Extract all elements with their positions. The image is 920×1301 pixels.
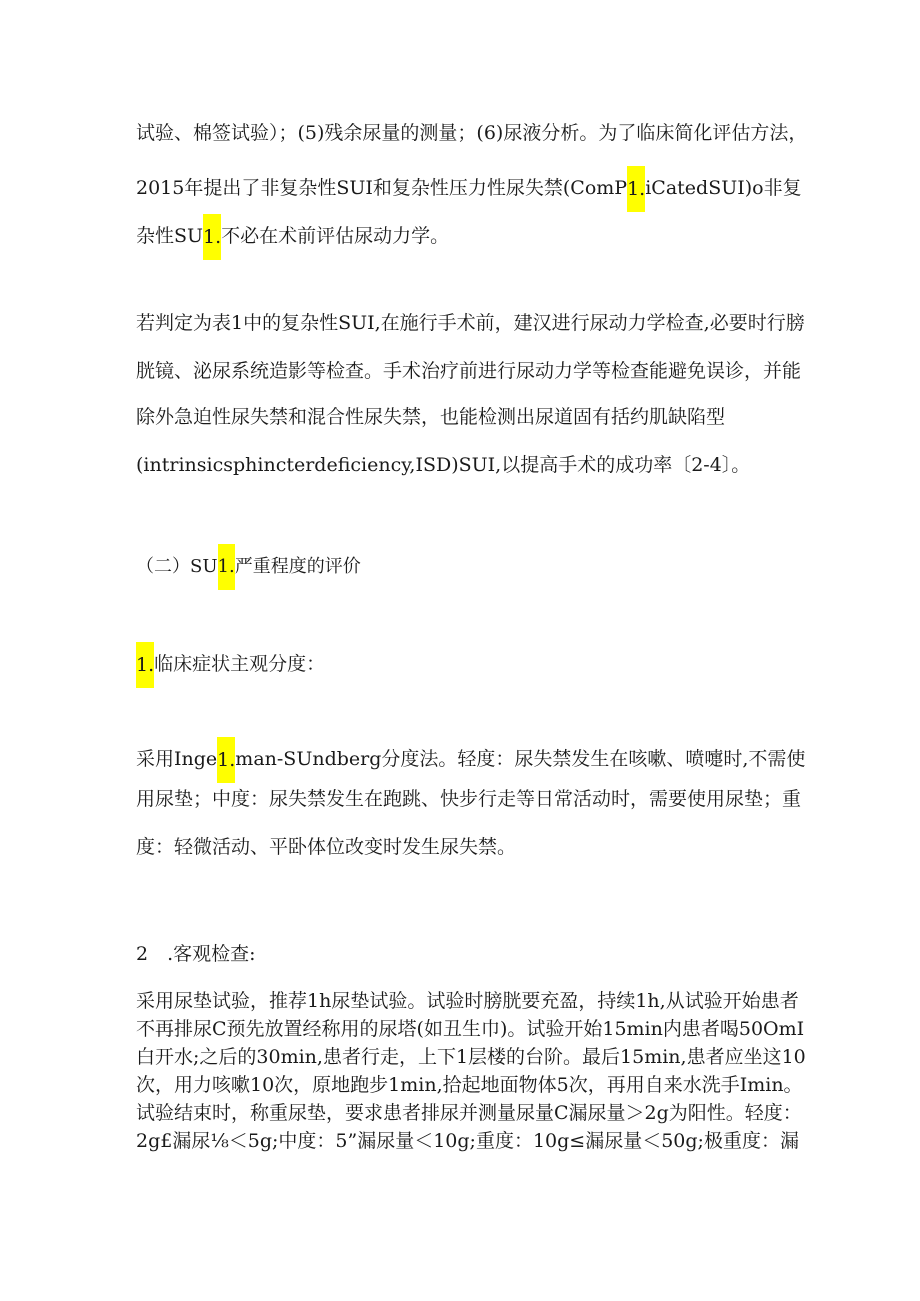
p4-line-1: 采用尿垫试验，推荐1h尿垫试验。试验时膀胱要充盈，持续1h,从试验开始患者: [136, 990, 799, 1012]
subheading-1: [136, 642, 326, 676]
p4-line-5: 试验结束时，称重尿垫，要求患者排尿并测量尿量C漏尿量＞2g为阳性。轻度：: [136, 1102, 802, 1124]
highlight: 1.: [218, 544, 235, 590]
p3-line-1: [136, 737, 806, 771]
text: 临床症状主观分度：: [154, 653, 326, 675]
p4-line-4: 次，用力咳嗽10次，原地跑步1min,拾起地面物体5次，再用自来水洗手Imin。: [136, 1074, 803, 1096]
p2-line-3: 除外急迫性尿失禁和混合性尿失禁，也能检测出尿道固有括约肌缺陷型: [136, 406, 726, 428]
highlight: 1.: [627, 166, 645, 212]
highlight: 1.: [217, 737, 235, 783]
text: 杂性SU: [136, 225, 204, 247]
p4-line-3: 白开水;之后的30min,患者行走，上下1层楼的台阶。最后15min,患者应坐这10: [136, 1046, 806, 1068]
text: man-SUndberg分度法。轻度：尿失禁发生在咳嗽、喷嚏时,不需使: [235, 748, 806, 770]
text: 采用Inge: [136, 748, 218, 770]
p1-line-2: [136, 166, 802, 200]
text: 2015年提出了非复杂性SUI和复杂性压力性尿失禁(ComP: [136, 177, 628, 199]
p3-line-2: 用尿垫；中度：尿失禁发生在跑跳、快步行走等日常活动时，需要使用尿垫；重: [136, 788, 802, 810]
p4-line-2: 不再排尿C预先放置经称用的尿塔(如丑生巾)。试验开始15min内患者喝50OmI: [136, 1018, 805, 1040]
text: iCatedSUI)o非复: [645, 177, 802, 199]
subheading-2: 2 .客观检查:: [136, 943, 256, 965]
highlight: 1.: [203, 214, 221, 260]
p2-line-4: (intrinsicsphincterdeficiency,ISD)SUI,以提高手术的成功率〔2-4〕。: [136, 454, 751, 476]
p2-line-2: 胱镜、泌尿系统造影等检查。手术治疗前进行尿动力学等检查能避免误诊，并能: [136, 360, 802, 382]
p1-line-3: [136, 214, 450, 248]
text: 不必在术前评估尿动力学。: [221, 225, 450, 247]
section-heading-2: [136, 544, 361, 577]
p2-line-1: 若判定为表1中的复杂性SUI,在施行手术前，建汉进行尿动力学检查,必要时行膀: [136, 312, 805, 334]
text: 严重程度的评价: [234, 556, 361, 577]
text: （二）SU: [136, 556, 218, 577]
p3-line-3: 度：轻微活动、平卧体位改变时发生尿失禁。: [136, 836, 517, 858]
p1-line-1: 试验、棉签试验）；(5)残余尿量的测量；(6)尿液分析。为了临床简化评估方法，: [136, 122, 808, 144]
p4-line-6: 2g£漏尿⅛＜5g;中度：5”漏尿量＜10g;重度：10g≤漏尿量＜50g;极重度：漏: [136, 1130, 799, 1152]
highlight: 1.: [136, 642, 154, 688]
